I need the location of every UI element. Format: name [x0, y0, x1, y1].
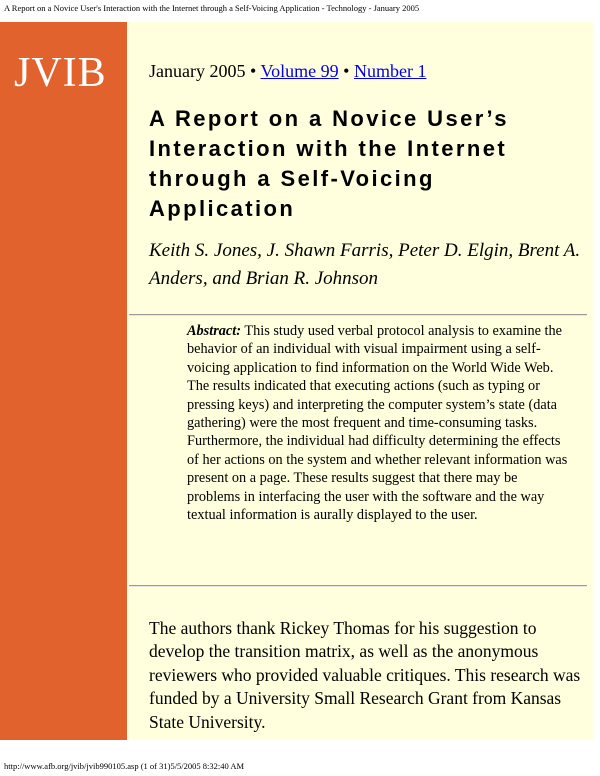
issue-separator: • [249, 61, 257, 81]
issue-date: January 2005 [149, 61, 246, 81]
number-link[interactable]: Number 1 [353, 61, 427, 81]
abstract-label: Abstract: [187, 323, 242, 339]
issue-line [149, 61, 426, 82]
abstract [187, 322, 572, 524]
article-title: A Report on a Novice User’s Interaction with the Internet through a Self-Voicing Application [149, 106, 509, 221]
divider-top [129, 314, 587, 316]
divider-bottom [129, 585, 587, 587]
print-header: A Report on a Novice User's Interaction with the Internet through a Self-Voicing Application - Technology - January 2005 [4, 3, 420, 13]
jvib-logo[interactable]: JVIB [14, 50, 107, 96]
sidebar [0, 22, 127, 740]
abstract-text: This study used verbal protocol analysis to examine the behavior of an individual with visual impairment using a self-voicing application to find information on the World Wide Web. The results indicated that executing actions (such as typing or pressing keys) and interpreting the computer system’s state (data gathering) were the most frequent and time-consuming tasks. Furthermore, the individual had difficulty determining the effects of her actions on the system and whether relevant information was present on a page. These results suggest that there may be problems in interfacing the user with the software and the way textual information is aurally displayed to the user. [187, 323, 568, 524]
volume-link[interactable]: Volume 99 [260, 61, 339, 81]
acknowledgment: The authors thank Rickey Thomas for his suggestion to develop the transition matrix, as well as the anonymous reviewers who provided valuable critiques. This research was funded by a University Small Research Grant from Kansas State University. [149, 618, 581, 732]
issue-separator: • [343, 61, 350, 81]
article-authors: Keith S. Jones, J. Shawn Farris, Peter D. Elgin, Brent A. Anders, and Brian R. Johnson [149, 240, 581, 289]
print-footer: http://www.afb.org/jvib/jvib990105.asp (1 of 31)5/5/2005 8:32:40 AM [4, 761, 245, 771]
article-content [127, 22, 593, 740]
